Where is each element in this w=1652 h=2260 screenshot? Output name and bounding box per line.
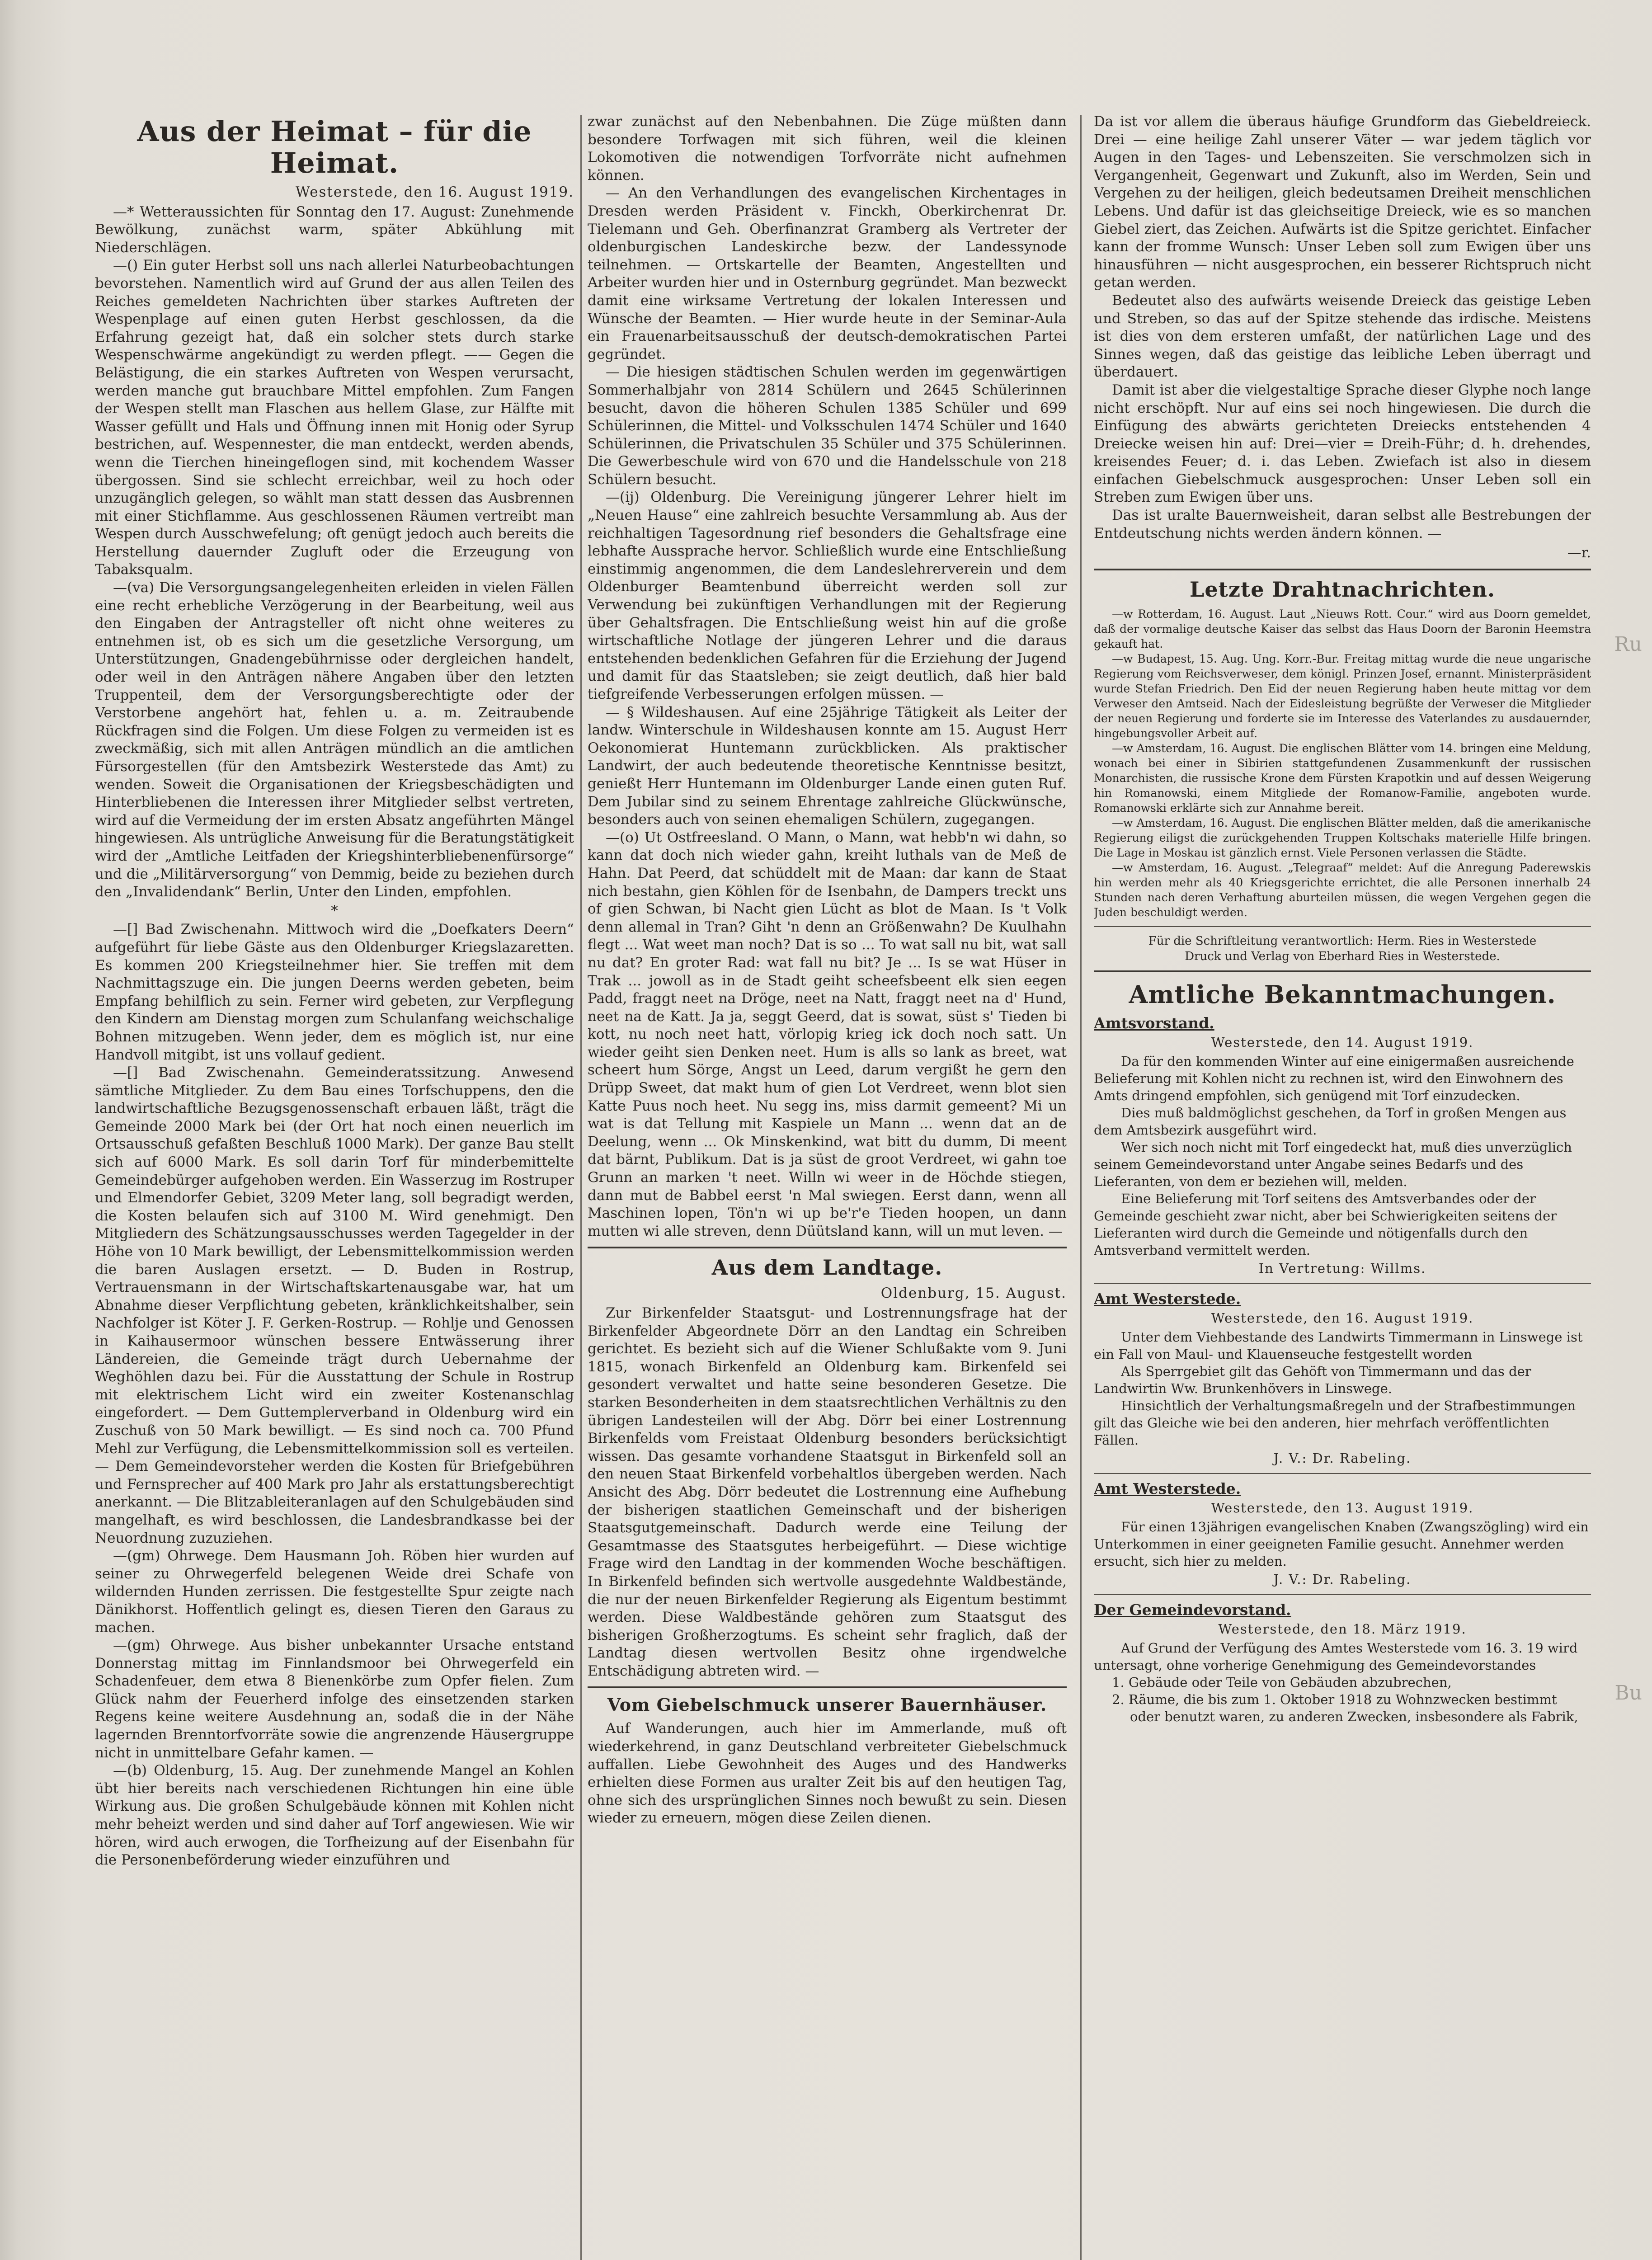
draht-item: —w Amsterdam, 16. August. Die englischen Blätter melden, daß die amerikanische Regierung eiligst die zurückgehenden Truppen Koltschaks materielle Hilfe bringen. Die Lage in Moskau ist gänzlich ernst. Viele Personen verlassen die Städte. <box>1094 816 1591 859</box>
notice-list-item: 1. Gebäude oder Teile von Gebäuden abzubrechen, <box>1112 1674 1452 1690</box>
notice-title: Amt Westerstede. <box>1094 1479 1241 1497</box>
divider <box>1094 1283 1591 1284</box>
notice-gemeindevorstand <box>1094 1601 1591 1725</box>
heimat-dateline: Westerstede, den 16. August 1919. <box>295 184 574 200</box>
notice-paragraph: Auf Grund der Verfügung des Amtes Westerstede vom 16. 3. 19 wird untersagt, ohne vorherige Genehmigung des Gemeindevorstandes <box>1094 1640 1578 1673</box>
heimat-paragraph: —* Wetteraussichten für Sonntag den 17. August: Zunehmende Bewölkung, zunächst warm, später Abkühlung mit Niederschlägen. <box>95 203 574 256</box>
giebel-text: Auf Wanderungen, auch hier im Ammerlande, muß oft wiederkehrend, in ganz Deutschland verbreiteter Giebelschmuck auffallen. Liebe Gewohnheit des Auges und des Handwerks erhielten diese Formen aus uralter Zeit bis auf den heutigen Tag, ohne sich des ursprünglichen Sinnes noch bewußt zu sein. Diesen wieder zu erneuern, mögen diese Zeilen dienen. <box>588 1720 1067 1827</box>
draht-item: —w Amsterdam, 16. August. Die englischen Blätter vom 14. bringen eine Meldung, wonach bei einer in Sibirien stattgefundenen Zusammenkunft der russischen Monarchisten, die russische Krone dem Fürsten Krapotkin und auf dessen Weigerung hin Romanowski, einem Mitgliede der Romanow-Familie, angeboten wurde. Romanowski erklärte sich zur Annahme bereit. <box>1094 741 1591 815</box>
divider <box>588 1247 1067 1248</box>
notice-amt-westerstede-1 <box>1094 1290 1591 1467</box>
news-paragraph: zwar zunächst auf den Nebenbahnen. Die Züge müßten dann besondere Torfwagen mit sich führen, weil die kleinen Lokomotiven die notwendigen Torfvorräte nicht aufnehmen können. <box>588 113 1067 184</box>
draht-item: —w Budapest, 15. Aug. Ung. Korr.-Bur. Freitag mittag wurde die neue ungarische Regierung vom Reichsverweser, dem königl. Prinzen Josef, ernannt. Ministerpräsident wurde Stefan Friedrich. Den Eid der neuen Regierung haben heute mittag vor dem Verweser den Amtseid. Nach der Eidesleistung begrüßte der Verweser die Mitglieder der neuen Regierung und forderte sie im Interesse des Vaterlandes zu ausdauernder, hingebungsvoller Arbeit auf. <box>1094 652 1591 740</box>
notice-paragraph: Als Sperrgebiet gilt das Gehöft von Timmermann und das der Landwirtin Ww. Brunkenhövers in Linswege. <box>1094 1363 1531 1396</box>
imprint-editor: Für die Schriftleitung verantwortlich: Herm. Ries in Westerstede <box>1148 934 1537 948</box>
heimat-heading: Aus der Heimat – für die Heimat. <box>137 115 532 179</box>
notice-dateline: Westerstede, den 14. August 1919. <box>1211 1034 1474 1050</box>
giebel-heading: Vom Giebelschmuck unserer Bauernhäuser. <box>607 1695 1047 1715</box>
heimat-paragraph: —(gm) Ohrwege. Aus bisher unbekannter Ursache entstand Donnerstag mittag im Finnlandsmoor bei Ohrwegerfeld ein Schadenfeuer, dem etwa 8 Bienenkörbe zum Opfer fielen. Zum Glück nahm der Feuerherd infolge des einsetzenden starken Regens keine weitere Ausdehnung an, sodaß die in der Nähe lagernden Brenntorfvorräte sowie die angrenzende Häusergruppe nicht in unmittelbare Gefahr kamen. — <box>95 1637 574 1761</box>
notice-title: Amt Westerstede. <box>1094 1290 1241 1308</box>
column-heimat <box>95 113 574 2260</box>
notice-paragraph: Wer sich noch nicht mit Torf eingedeckt hat, muß dies unverzüglich seinem Gemeindevorstand unter Angabe seines Bedarfs und des Lieferanten, von dem er beziehen will, melden. <box>1094 1139 1572 1189</box>
amtliche-section <box>1094 1015 1591 1725</box>
notice-paragraph: Dies muß baldmöglichst geschehen, da Torf in großen Mengen aus dem Amtsbezirk ausgeführt wird. <box>1094 1105 1567 1138</box>
draht-list <box>1094 607 1591 920</box>
draht-item: —w Rotterdam, 16. August. Laut „Nieuws Rott. Cour.“ wird aus Doorn gemeldet, daß der vormalige deutsche Kaiser das selbst das Haus Doorn der Baronin Heemstra gekauft hat. <box>1094 607 1591 650</box>
amtliche-heading: Amtliche Bekanntmachungen. <box>1129 979 1556 1009</box>
section-separator: * <box>331 902 338 919</box>
notice-paragraph: Eine Belieferung mit Torf seitens des Amtsverbandes oder der Gemeinde geschieht zwar nicht, aber bei Schwierigkeiten seitens der Lieferanten wird durch die Gemeinde und nötigenfalls durch den Amtsverband vermittelt werden. <box>1094 1191 1557 1258</box>
divider <box>1094 1473 1591 1474</box>
notice-title: Amtsvorstand. <box>1094 1014 1214 1032</box>
giebel-continued: Das ist uralte Bauernweisheit, daran selbst alle Bestrebungen der Entdeutschung nichts werden ändern können. — <box>1094 507 1591 541</box>
notice-paragraph: Hinsichtlich der Verhaltungsmaßregeln und der Strafbestimmungen gilt das Gleiche wie bei den anderen, hier mehrfach veröffentlichten Fällen. <box>1094 1398 1576 1448</box>
notice-title: Der Gemeindevorstand. <box>1094 1601 1291 1619</box>
giebel-continued: Damit ist aber die vielgestaltige Sprache dieser Glyphe noch lange nicht erschöpft. Nur auf eins sei noch hingewiesen. Die durch die Einfügung des abwärts gerichteten Dreiecks entstehenden 4 Dreiecke weisen hin auf: Drei—vier = Dreih-Führ; d. h. drehendes, kreisendes Feuer; d. i. das Leben. Zwiefach ist also in diesem einfachen Giebelschmuck ausgesprochen: Unser Leben soll ein Streben zum Ewigen über uns. <box>1094 381 1591 506</box>
landtag-text: Zur Birkenfelder Staatsgut- und Lostrennungsfrage hat der Birkenfelder Abgeordnete Dörr an den Landtag ein Schreiben gerichtet. Es bezieht sich auf die Wiener Schlußakte vom 9. Juni 1815, wonach Birkenfeld an Oldenburg kam. Birkenfeld sei gesondert verwaltet und hatte seine besonderen Gesetze. Die starken Besonderheiten in dem staatsrechtlichen Verhältnis zu den übrigen Landesteilen will der Abg. Dörr bei einer Lostrennung Birkenfelds vom Freistaat Oldenburg besonders berücksichtigt wissen. Das gesamte vorhandene Staatsgut in Birkenfeld soll an den neuen Staat Birkenfeld vorbehaltlos übergeben werden. Nach Ansicht des Abg. Dörr bedeutet die Lostrennung eine Aufhebung der bisherigen staatlichen Gemeinschaft und der bisherigen Staatsgutgemeinschaft. Dadurch werde eine Teilung der Gesamtmasse des Staatsgutes herbeigeführt. — Diese wichtige Frage wird den Landtag in der kommenden Woche beschäftigen. In Birkenfeld befinden sich wertvolle ausgedehnte Waldbestände, die nur der neuen Birkenfelder Regierung als Eigentum bestimmt werden. Diese Waldbestände gehören zum Staatsgut des bisherigen Großherzogtums. Es scheint sehr fraglich, daß der Landtag diesen wertvollen Besitz ohne irgendwelche Entschädigung abtreten wird. — <box>588 1305 1067 1679</box>
heimat-paragraph: —[] Bad Zwischenahn. Mittwoch wird die „Doefkaters Deern“ aufgeführt für liebe Gäste aus den Oldenburger Kriegslazaretten. Es kommen 200 Kriegsteilnehmer hier. Sie treffen mit dem Nachmittagszuge ein. Die jungen Deerns werden gebeten, beim Empfang behilflich zu sein. Ferner wird gebeten, zur Verpflegung den Kindern am Dienstag morgen zum Schulanfang weichschalige Bohnen mitzugeben. Wenn jeder, dem es möglich ist, nur eine Handvoll mitgibt, ist uns vollauf gedient. <box>95 921 574 1063</box>
divider <box>1094 1594 1591 1595</box>
notice-signature: J. V.: Dr. Rabeling. <box>1273 1450 1412 1466</box>
notice-dateline: Westerstede, den 18. März 1919. <box>1218 1621 1467 1637</box>
news-paragraph: —(ij) Oldenburg. Die Vereinigung jüngerer Lehrer hielt im „Neuen Hause“ eine zahlreich besuchte Versammlung ab. Aus der reichhaltigen Tagesordnung rief besonders die Gehaltsfrage eine lebhafte Aussprache hervor. Schließlich wurde eine Entschließung einstimmig angenommen, die dem Landeslehrerverein und dem Oldenburger Beamtenbund überreicht werden soll zur Verwendung bei zukünftigen Verhandlungen mit der Regierung über Gehaltsfragen. Die Entschließung weist hin auf die große wirtschaftliche Notlage der jüngeren Lehrer und die daraus entstehenden bedenklichen Gefahren für die Erziehung der Jugend und damit für das Staatsleben; sie zeigt deutlich, daß hier bald tiefgreifende Verbesserungen erfolgen müssen. — <box>588 489 1067 702</box>
divider <box>1094 970 1591 972</box>
notice-paragraph: Da für den kommenden Winter auf eine einigermaßen ausreichende Belieferung mit Kohlen nicht zu rechnen ist, wird den Einwohnern des Amts dringend empfohlen, sich genügend mit Torf einzudecken. <box>1094 1053 1574 1103</box>
notice-paragraph: Für einen 13jährigen evangelischen Knaben (Zwangszögling) wird ein Unterkommen in einer geeigneten Familie gesucht. Annehmer werden ersucht, sich hier zu melden. <box>1094 1519 1589 1569</box>
draht-item: —w Amsterdam, 16. August. „Telegraaf“ meldet: Auf die Anregung Paderewskis hin werden mehr als 40 Kriegsgerichte errichtet, die alle Personen innerhalb 24 Stunden nach deren Verhaftung aburteilen müssen, die wegen Vergehen gegen die Juden beschuldigt werden. <box>1094 861 1591 919</box>
notice-paragraph: Unter dem Viehbestande des Landwirts Timmermann in Linswege ist ein Fall von Maul- und Klauenseuche festgestellt worden <box>1094 1329 1583 1362</box>
news-paragraph: — Die hiesigen städtischen Schulen werden im gegenwärtigen Sommerhalbjahr von 2814 Schülern und 2645 Schülerinnen besucht, davon die höheren Schulen 1385 Schüler und 699 Schülerinnen, die Mittel- und Volksschulen 1474 Schüler und 1640 Schülerinnen, die Privatschulen 35 Schüler und 375 Schülerinnen. Die Gewerbeschule wird von 670 und die Handelsschule von 218 Schülern besucht. <box>588 364 1067 488</box>
giebel-continued: Bedeutet also des aufwärts weisende Dreieck das geistige Leben und Streben, so das auf der Spitze stehende das irdische. Meistens ist dies von dem ersteren umfaßt, der natürlichen Lage und des Sinnes wegen, daß das geistige das leibliche Leben überragt und überdauert. <box>1094 292 1591 381</box>
divider <box>1094 926 1591 927</box>
heimat-paragraph: —(va) Die Versorgungsangelegenheiten erleiden in vielen Fällen eine recht erhebliche Verzögerung in der Bearbeitung, weil aus den Eingaben der Antragsteller oft nicht ohne weiteres zu entnehmen ist, ob es sich um die gesetzliche Versorgung, um Unterstützungen, Gnadengebührnisse oder dergleichen handelt, oder weil in den Anträgen nähere Angaben über den letzten Truppenteil, dem der Versorgungsberechtigte oder der Verstorbene angehört hat, fehlen u. a. m. Zeitraubende Rückfragen sind die Folgen. Um diese Folgen zu vermeiden ist es zweckmäßig, sich mit allen Anträgen mündlich an die amtlichen Fürsorgestellen (für den Amtsbezirk Westerstede das Amt) zu wenden. Soweit die Organisationen der Kriegsbeschädigten und Hinterbliebenen die Interessen ihrer Mitglieder selbst vertreten, wird auf die Vermeidung der im ersten Absatz angeführten Mängel hingewiesen. Als untrügliche Anweisung für die Beratungstätigkeit wird der „Amtliche Leitfaden der Kriegshinterbliebenenfürsorge“ und die „Militärversorgung“ von Demmig, beide zu beziehen durch den „Invalidendank“ Berlin, Unter den Linden, empfohlen. <box>95 579 574 900</box>
news-paragraph: — An den Verhandlungen des evangelischen Kirchentages in Dresden werden Präsident v. Finckh, Oberkirchenrat Dr. Tielemann und Geh. Oberfinanzrat Gramberg als Vertreter der oldenburgischen Landeskirche bezw. der Landessynode teilnehmen. — Ortskartelle der Beamten, Angestellten und Arbeiter wurden hier und in Osternburg gegründet. Man bezweckt damit eine wirksame Vertretung der lokalen Interessen und Wünsche der Beamten. — Hier wurde heute in der Seminar-Aula ein Frauenarbeitsausschuß der deutsch-demokratischen Partei gegründet. <box>588 185 1067 363</box>
heimat-paragraph: —() Ein guter Herbst soll uns nach allerlei Naturbeobachtungen bevorstehen. Namentlich wird auf Grund der aus allen Teilen des Reiches gemeldeten Nachrichten über starkes Auftreten der Wespenplage auf einen guten Herbst geschlossen, da die Erfahrung gezeigt hat, daß ein solcher stets durch starke Wespenschwärme angekündigt zu werden pflegt. —— Gegen die Belästigung, die ein starkes Auftreten von Wespen verursacht, werden manche gut brauchbare Mittel empfohlen. Zum Fangen der Wespen stellt man Flaschen aus hellem Glase, zur Hälfte mit Wasser gefüllt und Hals und Öffnung innen mit Honig oder Syrup bestrichen, auf. Wespennester, die man entdeckt, werden abends, wenn die Tierchen hineingeflogen sind, mit kochendem Wasser übergossen. Sind sie schlecht erreichbar, weil zu hoch oder unzugänglich gelegen, so wählt man statt dessen das Ausbrennen mit einer Stichflamme. Aus geschlossenen Räumen vertreibt man Wespen durch Ausschwefelung; oft genügt jedoch auch bereits die Herstellung dauernder Zugluft oder die Erzeugung von Tabaksqualm. <box>95 257 574 578</box>
landtag-dateline: Oldenburg, 15. August. <box>880 1285 1067 1302</box>
notice-signature: J. V.: Dr. Rabeling. <box>1273 1571 1412 1587</box>
giebel-signature: —r. <box>1567 545 1591 561</box>
notice-list-item: 2. Räume, die bis zum 1. Oktober 1918 zu Wohnzwecken bestimmt oder benutzt waren, zu anderen Zwecken, insbesondere als Fabrik, <box>1112 1691 1578 1724</box>
heimat-paragraph: —(gm) Ohrwege. Dem Hausmann Joh. Röben hier wurden auf seiner zu Ohrwegerfeld belegenen Weide drei Schafe von wildernden Hunden zerrissen. Die festgestellte Spur zeigte nach Dänikhorst. Hoffentlich gelingt es, diesen Tieren den Garaus zu machen. <box>95 1548 574 1636</box>
notice-amtsvorstand <box>1094 1015 1591 1277</box>
divider <box>1094 569 1591 570</box>
news-paragraph: —(o) Ut Ostfreesland. O Mann, o Mann, wat hebb'n wi dahn, so kann dat doch nich wieder gahn, kreiht luthals van de Meß de Hahn. Dat Peerd, dat schüddelt mit de Maan: dar kann de Staat nich bestahn, gien Köhlen för de Isenbahn, de Dampers treckt uns of gien Schwan, bi Nacht gien Lücht as blot de Maan. Is 't Volk denn allemal in Tran? Giht 'n denn an Größenwahn? De Kuulhahn flegt ... Wat weet man noch? Dat is so ... To wat sall nu bit, wat sall nu dat? En groter Rad: wat fall nu bit? Je ... Is se wat Hüser in Trak ... jowoll as in de Stadt geiht scheefsbeent elk sien eegen Padd, fraggt neet na Dröge, neet na Natt, fraggt neet na d' Hund, neet na de Katt. Ja ja, seggt Geerd, dat is sowat, süst s' Tieden bi kott, nu noch neet hatt, vörlopig krieg ick doch noch satt. Un wieder geiht sien Denken neet. Hum is alls so lank as breet, wat scheert hum Sörge, Angst un Leed, darum vergißt he gern den Drüpp Sweet, dat makt hum of gien Lot Verdreet, wenn blot sien Katte Puus noch heet. Nu segg ins, miss darmit gemeent? Mi un wat is dat Tellung mit Kaspiele un Mann ... wenn dat an de Deelung, wenn ... Ok Minskenkind, wat bitt du dumm, Di meent dat bärnt, Publikum. Dat is ja süst de groot Verdreet, wi gahn toe Grunn an marken 't neet. Willn wi weer in de Höchde stiegen, dann mut de Babbel eerst 'n Mal swiegen. Eerst dann, wenn all Maschinen lopen, Tön'n wi up be'r'e Tieden hoopen, un dann mutten wi alle streven, denn Düütsland kann, will un mut leven. — <box>588 829 1067 1239</box>
column-middle <box>588 113 1067 2260</box>
edge-mark-1: Ru <box>1614 633 1642 656</box>
giebel-continued: Da ist vor allem die überaus häufige Grundform das Giebeldreieck. Drei — eine heilige Zahl unserer Väter — war jedem täglich vor Augen in den Tages- und Lebenszeiten. Sie verschmolzen sich in Vergangenheit, Gegenwart und Zukunft, also im Werden, Sein und Vergehen zu der heiligen, gleich bedeutsamen Dreiheit menschlichen Lebens. Und dafür ist das gleichseitige Dreieck, wie es so manchen Giebel ziert, das Zeichen. Aufwärts ist die Spitze gerichtet. Einfacher kann der fromme Wunsch: Unser Leben soll zum Ewigen über uns hinausführen — nicht ausgesprochen, ein besserer Richtspruch nicht getan werden. <box>1094 113 1591 291</box>
column-rule-2 <box>1080 115 1082 2260</box>
column-right <box>1094 113 1591 2260</box>
notice-dateline: Westerstede, den 13. August 1919. <box>1211 1500 1474 1516</box>
news-paragraph: — § Wildeshausen. Auf eine 25jährige Tätigkeit als Leiter der landw. Winterschule in Wildeshausen konnte am 15. August Herr Oekonomierat Huntemann zurückblicken. Als praktischer Landwirt, der auch bedeutende theoretische Kenntnisse besitzt, genießt Herr Huntemann im Oldenburger Lande einen guten Ruf. Dem Jubilar sind zu seinem Ehrentage zahlreiche Glückwünsche, besonders auch von seinen ehemaligen Schülern, zugegangen. <box>588 704 1067 828</box>
notice-amt-westerstede-2 <box>1094 1480 1591 1588</box>
draht-heading: Letzte Drahtnachrichten. <box>1190 577 1495 602</box>
notice-dateline: Westerstede, den 16. August 1919. <box>1211 1310 1474 1326</box>
edge-mark-2: Bu <box>1614 1681 1642 1704</box>
notice-signature: In Vertretung: Willms. <box>1258 1260 1426 1276</box>
divider <box>588 1686 1067 1688</box>
heimat-paragraph: —(b) Oldenburg, 15. Aug. Der zunehmende Mangel an Kohlen übt hier bereits nach verschiedenen Richtungen hin eine üble Wirkung aus. Die großen Schulgebäude können mit Kohlen nicht mehr beheizt werden und sind daher auf Torf angewiesen. Wie wir hören, wird auch erwogen, die Torfheizung auf der Eisenbahn für die Personenbeförderung wieder einzuführen und <box>95 1762 574 1869</box>
landtag-heading: Aus dem Landtage. <box>711 1255 943 1280</box>
column-rule-1 <box>580 115 582 2260</box>
imprint-publisher: Druck und Verlag von Eberhard Ries in Westerstede. <box>1185 949 1500 963</box>
heimat-paragraph: —[] Bad Zwischenahn. Gemeinderatssitzung. Anwesend sämtliche Mitglieder. Zu dem Bau eines Torfschuppens, den die landwirtschaftliche Bezugsgenossenschaft erbauen läßt, trägt die Gemeinde 2000 Mark bei (der Ort hat noch einen neuerlich im Ortsausschuß gefaßten Beschluß 1000 Mark). Der ganze Bau stellt sich auf 6000 Mark. Es soll darin Torf für minderbemittelte Gemeindebürger aufgehoben werden. Ein Wasserzug im Rostruper und Elmendorfer Gebiet, 3209 Meter lang, soll begradigt werden, die Kosten belaufen sich auf 3100 M. Wird genehmigt. Den Mitgliedern des Schätzungsausschusses werden Tagegelder in der Höhe von 10 Mark bewilligt, der Lebensmittelkommission werden die baren Auslagen ersetzt. — D. Buden in Rostrup, Vertrauensmann in der Wirtschaftskartenausgabe war, hat um Abnahme dieser Verpflichtung gebeten, kränklichkeitshalber, sein Nachfolger ist Köter J. F. Gerken-Rostrup. — Rohlje und Genossen in Kaihausermoor wünschen bessere Entwässerung ihrer Ländereien, die Gemeinde trägt durch Uebernahme der Weghöhlen dazu bei. Für die Ausstattung der Schule in Rostrup mit elektrischem Licht wird ein zweiter Kostenanschlag eingefordert. — Dem Guttemplerverband in Oldenburg wird ein Zuschuß von 50 Mark bewilligt. — Es sind noch ca. 700 Pfund Mehl zur Verfügung, die Lebensmittelkommission soll es verteilen. — Dem Gemeindevorsteher werden die Kosten für Briefgebühren und Fernsprecher auf 400 Mark pro Jahr als erstattungsberechtigt anerkannt. — Die Blitzableiteranlagen auf den Schulgebäuden sind mangelhaft, es wird beschlossen, die Landesbrandkasse bei der Neuordnung zuzuziehen. <box>95 1064 574 1546</box>
